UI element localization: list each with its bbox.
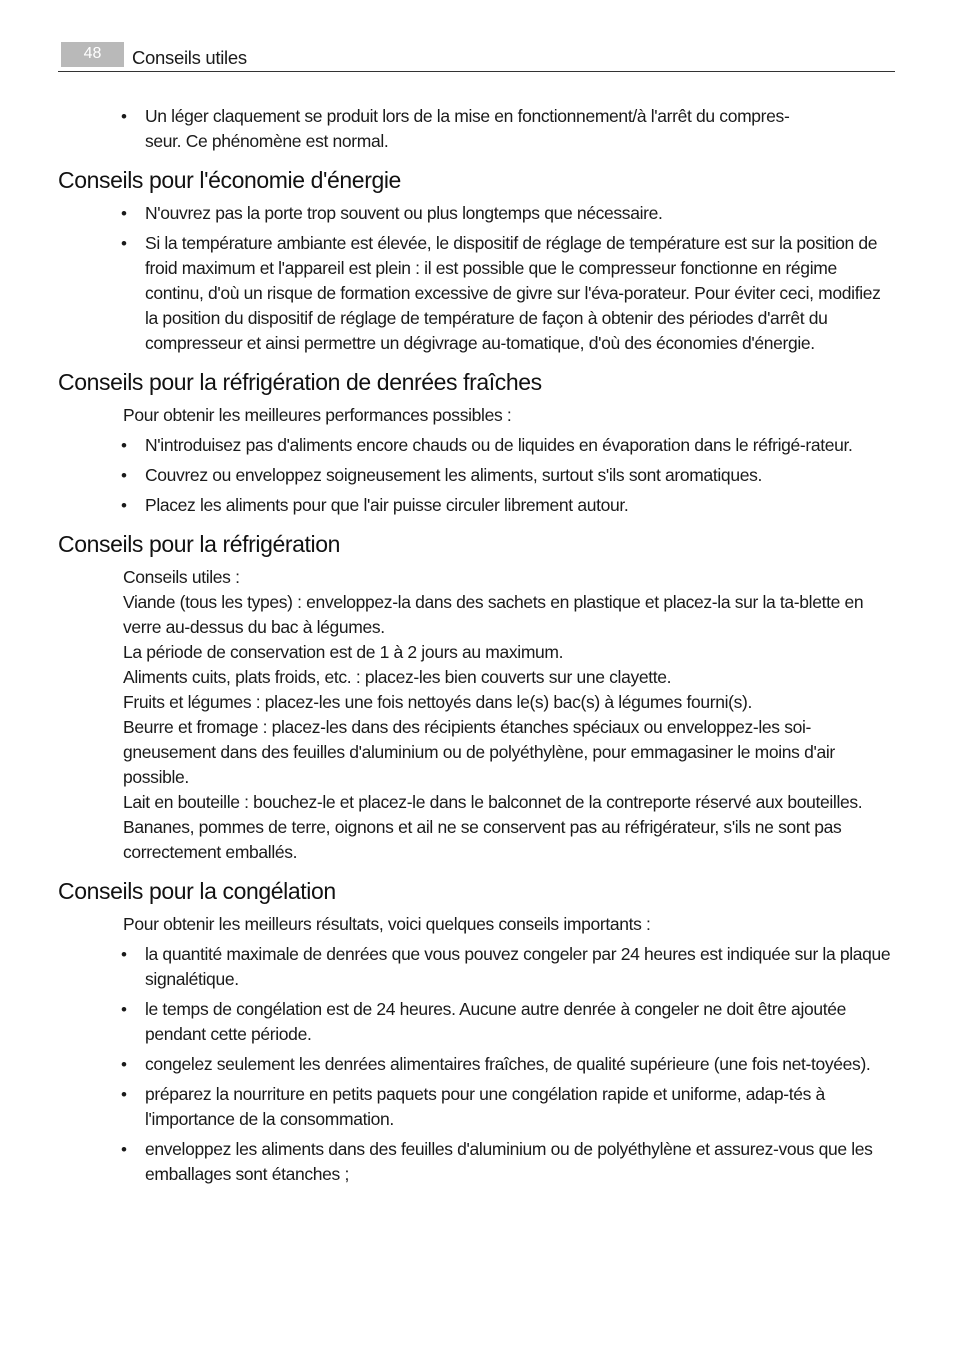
bullet-icon: • [121,107,127,126]
list-item-text: préparez la nourriture en petits paquets pour une congélation rapide et uniforme, adap-tés à l'importance de la consommation. [145,1084,825,1129]
bullet-icon: • [121,204,127,223]
intro-bullet-list [58,104,895,154]
bullet-icon: • [121,1055,127,1074]
bullet-icon: • [121,234,127,253]
tip-line: Viande (tous les types) : enveloppez-la dans des sachets en plastique et placez-la sur la ta-blette en verre au-dessus du bac à légumes. [123,592,864,637]
list-item-text: N'introduisez pas d'aliments encore chauds ou de liquides en évaporation dans le réfrigé-rateur. [145,435,853,455]
section-heading-energy: Conseils pour l'économie d'énergie [58,167,401,193]
section-intro: Pour obtenir les meilleures performances possibles : [123,405,512,425]
section-heading-refrigeration: Conseils pour la réfrigération [58,531,341,557]
tip-line: Fruits et légumes : placez-les une fois nettoyés dans le(s) bac(s) à légumes fourni(s). [123,692,752,712]
list-item-text: Un léger claquement se produit lors de la mise en fonctionnement/à l'arrêt du compres- seur. Ce phénomène est normal. [145,106,790,151]
section-heading-fresh: Conseils pour la réfrigération de denrées fraîches [58,369,542,395]
list-item-text: Si la température ambiante est élevée, le dispositif de réglage de température est sur la position de froid maximum et l'appareil est plein : il est possible que le compresseur fonctionne en régime continu, d'où un risque de formation excessive de givre sur l'éva-porateur. Pour éviter ceci, modifiez la position du dispositif de réglage de température de façon à obtenir des périodes d'arrêt du compresseur et ainsi permettre un dégivrage au-tomatique, d'où des économies d'énergie. [145,233,881,353]
list-item [58,493,895,518]
list-item [58,231,895,356]
list-item-text: enveloppez les aliments dans des feuilles d'aluminium ou de polyéthylène et assurez-vous que les emballages sont étanches ; [145,1139,873,1184]
energy-bullet-list [58,201,895,356]
list-item-text: la quantité maximale de denrées que vous pouvez congeler par 24 heures est indiquée sur la plaque signalétique. [145,944,891,989]
page-content [58,104,895,1187]
list-item [58,1137,895,1187]
list-item-text: N'ouvrez pas la porte trop souvent ou plus longtemps que nécessaire. [145,203,663,223]
bullet-icon: • [121,466,127,485]
list-item-text: le temps de congélation est de 24 heures. Aucune autre denrée à congeler ne doit être ajoutée pendant cette période. [145,999,847,1044]
header-title: Conseils utiles [132,47,247,68]
bullet-icon: • [121,945,127,964]
manual-page [58,42,895,1184]
tip-line: Conseils utiles : [123,567,240,587]
list-item-text: congelez seulement les denrées alimentaires fraîches, de qualité supérieure (une fois net-toyées). [145,1054,871,1074]
list-item [58,104,895,154]
list-item [58,1082,895,1132]
tip-line: Bananes, pommes de terre, oignons et ail ne se conservent pas au réfrigérateur, s'ils ne sont pas correctement emballés. [123,817,842,862]
bullet-icon: • [121,1140,127,1159]
tip-line: Lait en bouteille : bouchez-le et placez-le dans le balconnet de la contreporte réservé aux bouteilles. [123,792,863,812]
section-heading-freezing: Conseils pour la congélation [58,878,336,904]
list-item [58,201,895,226]
bullet-icon: • [121,1085,127,1104]
list-item [58,463,895,488]
freezing-bullet-list [58,942,895,1187]
tip-line: Aliments cuits, plats froids, etc. : placez-les bien couverts sur une clayette. [123,667,672,687]
page-header [58,42,895,72]
bullet-icon: • [121,1000,127,1019]
refrigeration-tips [58,565,895,865]
fresh-bullet-list [58,433,895,518]
tip-line: La période de conservation est de 1 à 2 jours au maximum. [123,642,564,662]
bullet-icon: • [121,436,127,455]
list-item-text: Couvrez ou enveloppez soigneusement les aliments, surtout s'ils sont aromatiques. [145,465,762,485]
list-item [58,433,895,458]
list-item [58,1052,895,1077]
section-intro: Pour obtenir les meilleurs résultats, voici quelques conseils importants : [123,914,651,934]
list-item [58,942,895,992]
bullet-icon: • [121,496,127,515]
tip-line: Beurre et fromage : placez-les dans des récipients étanches spéciaux ou enveloppez-les soi-gneusement dans des feuilles d'aluminium ou de polyéthylène, pour emmagasiner le moins d'air possible. [123,717,835,787]
page-number-badge: 48 [61,42,124,67]
list-item [58,997,895,1047]
list-item-text: Placez les aliments pour que l'air puisse circuler librement autour. [145,495,629,515]
